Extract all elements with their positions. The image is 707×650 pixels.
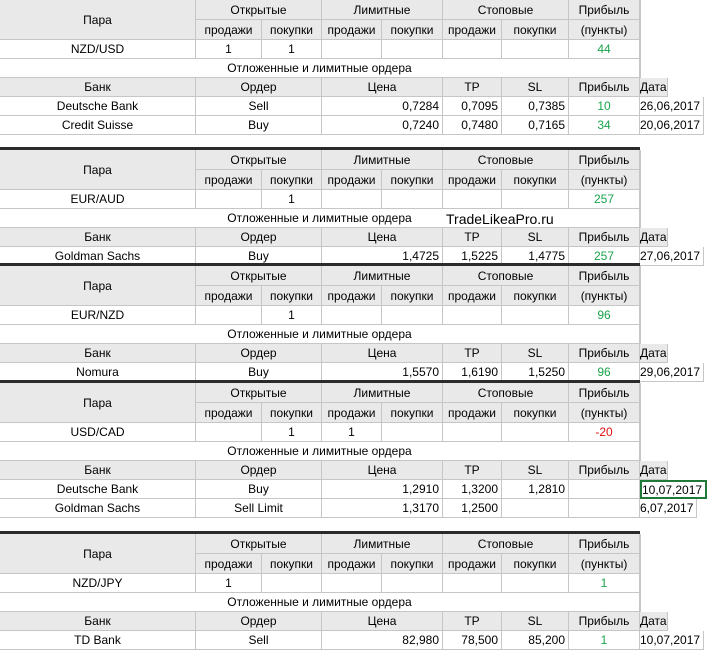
open-header[interactable]: Открытые xyxy=(196,150,322,170)
open-sells-value[interactable] xyxy=(196,306,262,325)
pair-header[interactable]: Пара xyxy=(0,266,196,306)
empty-cell[interactable] xyxy=(640,209,641,228)
order-bank[interactable]: Deutsche Bank xyxy=(0,97,196,116)
empty-cell[interactable] xyxy=(640,325,641,344)
stop-header[interactable]: Стоповые xyxy=(443,266,569,286)
profit-value[interactable]: 1 xyxy=(569,574,640,593)
open-buys-header[interactable]: покупки xyxy=(262,20,322,40)
stop-buys-value[interactable] xyxy=(502,190,569,209)
bank-header[interactable]: Банк xyxy=(0,78,196,97)
empty-cell[interactable] xyxy=(640,40,641,59)
order-date[interactable]: 10,07,2017 xyxy=(640,480,707,499)
order-tp[interactable]: 1,5225 xyxy=(443,247,502,266)
open-buys-value[interactable]: 1 xyxy=(262,423,322,442)
order-bank[interactable]: Goldman Sachs xyxy=(0,499,196,518)
profit-value[interactable]: 96 xyxy=(569,306,640,325)
open-sells-value[interactable]: 1 xyxy=(196,574,262,593)
order-price[interactable]: 82,980 xyxy=(322,631,443,650)
limit-buys-header[interactable]: покупки xyxy=(382,170,443,190)
date-header[interactable]: Дата xyxy=(640,344,668,363)
order-header[interactable]: Ордер xyxy=(196,228,322,247)
stop-sells-value[interactable] xyxy=(443,574,502,593)
pending-orders-title[interactable]: Отложенные и лимитные ордера xyxy=(0,325,640,344)
stop-buys-header[interactable]: покупки xyxy=(502,170,569,190)
price-header[interactable]: Цена xyxy=(322,612,443,631)
stop-sells-value[interactable] xyxy=(443,40,502,59)
stop-sells-header[interactable]: продажи xyxy=(443,286,502,306)
order-price[interactable]: 1,2910 xyxy=(322,480,443,499)
orders-profit-header[interactable]: Прибыль xyxy=(569,344,640,363)
limit-header[interactable]: Лимитные xyxy=(322,534,443,554)
order-profit[interactable]: 34 xyxy=(569,116,640,135)
order-date[interactable]: 20,06,2017 xyxy=(640,116,704,135)
points-header[interactable]: (пункты) xyxy=(569,20,640,40)
pending-orders-title[interactable]: Отложенные и лимитные ордера xyxy=(0,209,640,228)
order-sl[interactable]: 1,5250 xyxy=(502,363,569,382)
open-sells-header[interactable]: продажи xyxy=(196,170,262,190)
profit-header[interactable]: Прибыль xyxy=(569,383,640,403)
order-bank[interactable]: Nomura xyxy=(0,363,196,382)
order-type[interactable]: Buy xyxy=(196,480,322,499)
order-tp[interactable]: 0,7095 xyxy=(443,97,502,116)
pair-header[interactable]: Пара xyxy=(0,150,196,190)
limit-sells-value[interactable] xyxy=(322,190,382,209)
limit-sells-value[interactable] xyxy=(322,40,382,59)
empty-cell[interactable] xyxy=(640,423,641,442)
limit-buys-value[interactable] xyxy=(382,40,443,59)
pair-name[interactable]: NZD/USD xyxy=(0,40,196,59)
stop-buys-value[interactable] xyxy=(502,306,569,325)
sl-header[interactable]: SL xyxy=(502,612,569,631)
profit-header[interactable]: Прибыль xyxy=(569,150,640,170)
limit-sells-value[interactable] xyxy=(322,574,382,593)
limit-buys-value[interactable] xyxy=(382,190,443,209)
points-header[interactable]: (пункты) xyxy=(569,554,640,574)
empty-cell[interactable] xyxy=(640,170,641,190)
order-tp[interactable]: 1,6190 xyxy=(443,363,502,382)
order-header[interactable]: Ордер xyxy=(196,344,322,363)
limit-buys-value[interactable] xyxy=(382,574,443,593)
order-bank[interactable]: Goldman Sachs xyxy=(0,247,196,266)
limit-sells-value[interactable] xyxy=(322,306,382,325)
order-header[interactable]: Ордер xyxy=(196,78,322,97)
order-tp[interactable]: 78,500 xyxy=(443,631,502,650)
limit-sells-header[interactable]: продажи xyxy=(322,286,382,306)
price-header[interactable]: Цена xyxy=(322,344,443,363)
tp-header[interactable]: TP xyxy=(443,344,502,363)
stop-buys-header[interactable]: покупки xyxy=(502,403,569,423)
stop-header[interactable]: Стоповые xyxy=(443,150,569,170)
profit-header[interactable]: Прибыль xyxy=(569,266,640,286)
order-sl[interactable]: 85,200 xyxy=(502,631,569,650)
order-type[interactable]: Sell Limit xyxy=(196,499,322,518)
limit-buys-header[interactable]: покупки xyxy=(382,554,443,574)
order-date[interactable]: 10,07,2017 xyxy=(640,631,704,650)
empty-cell[interactable] xyxy=(640,593,641,612)
open-header[interactable]: Открытые xyxy=(196,383,322,403)
order-price[interactable]: 0,7240 xyxy=(322,116,443,135)
tp-header[interactable]: TP xyxy=(443,228,502,247)
stop-header[interactable]: Стоповые xyxy=(443,534,569,554)
profit-value[interactable]: -20 xyxy=(569,423,640,442)
bank-header[interactable]: Банк xyxy=(0,461,196,480)
limit-sells-header[interactable]: продажи xyxy=(322,554,382,574)
open-sells-value[interactable] xyxy=(196,423,262,442)
order-type[interactable]: Buy xyxy=(196,247,322,266)
order-date[interactable]: 29,06,2017 xyxy=(640,363,704,382)
price-header[interactable]: Цена xyxy=(322,461,443,480)
order-price[interactable]: 0,7284 xyxy=(322,97,443,116)
open-buys-header[interactable]: покупки xyxy=(262,170,322,190)
limit-header[interactable]: Лимитные xyxy=(322,383,443,403)
site-watermark: TradeLikeaPro.ru xyxy=(446,211,554,227)
order-profit[interactable] xyxy=(569,480,640,499)
order-profit[interactable]: 257 xyxy=(569,247,640,266)
pending-orders-title[interactable]: Отложенные и лимитные ордера xyxy=(0,593,640,612)
stop-sells-header[interactable]: продажи xyxy=(443,403,502,423)
stop-buys-header[interactable]: покупки xyxy=(502,286,569,306)
bank-header[interactable]: Банк xyxy=(0,612,196,631)
open-sells-value[interactable]: 1 xyxy=(196,40,262,59)
order-date[interactable]: 6,07,2017 xyxy=(640,499,697,518)
order-profit[interactable]: 96 xyxy=(569,363,640,382)
open-header[interactable]: Открытые xyxy=(196,534,322,554)
order-price[interactable]: 1,5570 xyxy=(322,363,443,382)
profit-header[interactable]: Прибыль xyxy=(569,534,640,554)
empty-cell[interactable] xyxy=(640,20,641,40)
order-date[interactable]: 27,06,2017 xyxy=(640,247,704,266)
price-header[interactable]: Цена xyxy=(322,78,443,97)
points-header[interactable]: (пункты) xyxy=(569,170,640,190)
orders-profit-header[interactable]: Прибыль xyxy=(569,228,640,247)
order-bank[interactable]: TD Bank xyxy=(0,631,196,650)
limit-sells-header[interactable]: продажи xyxy=(322,20,382,40)
order-price[interactable]: 1,3170 xyxy=(322,499,443,518)
open-sells-header[interactable]: продажи xyxy=(196,286,262,306)
pair-name[interactable]: EUR/AUD xyxy=(0,190,196,209)
empty-cell[interactable] xyxy=(640,442,641,461)
empty-cell[interactable] xyxy=(640,403,641,423)
tp-header[interactable]: TP xyxy=(443,78,502,97)
order-tp[interactable]: 1,3200 xyxy=(443,480,502,499)
limit-header[interactable]: Лимитные xyxy=(322,266,443,286)
open-buys-value[interactable]: 1 xyxy=(262,40,322,59)
stop-buys-value[interactable] xyxy=(502,423,569,442)
stop-sells-value[interactable] xyxy=(443,306,502,325)
order-tp[interactable]: 1,2500 xyxy=(443,499,502,518)
sl-header[interactable]: SL xyxy=(502,228,569,247)
orders-profit-header[interactable]: Прибыль xyxy=(569,461,640,480)
limit-buys-header[interactable]: покупки xyxy=(382,403,443,423)
date-header[interactable]: Дата xyxy=(640,461,668,480)
order-price[interactable]: 1,4725 xyxy=(322,247,443,266)
order-type[interactable]: Buy xyxy=(196,363,322,382)
sl-header[interactable]: SL xyxy=(502,78,569,97)
order-sl[interactable]: 1,2810 xyxy=(502,480,569,499)
open-buys-header[interactable]: покупки xyxy=(262,403,322,423)
date-header[interactable]: Дата xyxy=(640,228,668,247)
open-buys-header[interactable]: покупки xyxy=(262,554,322,574)
order-profit[interactable]: 1 xyxy=(569,631,640,650)
open-header[interactable]: Открытые xyxy=(196,0,322,20)
points-header[interactable]: (пункты) xyxy=(569,403,640,423)
open-buys-header[interactable]: покупки xyxy=(262,286,322,306)
limit-sells-value[interactable]: 1 xyxy=(322,423,382,442)
open-buys-value[interactable]: 1 xyxy=(262,306,322,325)
stop-header[interactable]: Стоповые xyxy=(443,0,569,20)
pair-header[interactable]: Пара xyxy=(0,383,196,423)
pair-header[interactable]: Пара xyxy=(0,0,196,40)
pending-orders-title[interactable]: Отложенные и лимитные ордера xyxy=(0,442,640,461)
pair-name[interactable]: NZD/JPY xyxy=(0,574,196,593)
tp-header[interactable]: TP xyxy=(443,612,502,631)
empty-cell[interactable] xyxy=(640,554,641,574)
open-sells-header[interactable]: продажи xyxy=(196,403,262,423)
open-buys-value[interactable] xyxy=(262,574,322,593)
order-bank[interactable]: Credit Suisse xyxy=(0,116,196,135)
stop-sells-header[interactable]: продажи xyxy=(443,554,502,574)
order-type[interactable]: Sell xyxy=(196,97,322,116)
bank-header[interactable]: Банк xyxy=(0,344,196,363)
date-header[interactable]: Дата xyxy=(640,612,668,631)
pending-orders-title[interactable]: Отложенные и лимитные ордера xyxy=(0,59,640,78)
open-header[interactable]: Открытые xyxy=(196,266,322,286)
points-header[interactable]: (пункты) xyxy=(569,286,640,306)
order-profit[interactable]: 10 xyxy=(569,97,640,116)
order-header[interactable]: Ордер xyxy=(196,612,322,631)
limit-header[interactable]: Лимитные xyxy=(322,0,443,20)
sl-header[interactable]: SL xyxy=(502,461,569,480)
empty-cell[interactable] xyxy=(640,59,641,78)
limit-sells-header[interactable]: продажи xyxy=(322,170,382,190)
empty-cell[interactable] xyxy=(640,266,641,286)
profit-header[interactable]: Прибыль xyxy=(569,0,640,20)
stop-sells-header[interactable]: продажи xyxy=(443,20,502,40)
order-sl[interactable]: 0,7165 xyxy=(502,116,569,135)
order-bank[interactable]: Deutsche Bank xyxy=(0,480,196,499)
orders-profit-header[interactable]: Прибыль xyxy=(569,78,640,97)
limit-buys-header[interactable]: покупки xyxy=(382,20,443,40)
tp-header[interactable]: TP xyxy=(443,461,502,480)
stop-header[interactable]: Стоповые xyxy=(443,383,569,403)
sl-header[interactable]: SL xyxy=(502,344,569,363)
empty-cell[interactable] xyxy=(640,0,641,20)
order-tp[interactable]: 0,7480 xyxy=(443,116,502,135)
limit-sells-header[interactable]: продажи xyxy=(322,403,382,423)
empty-cell[interactable] xyxy=(640,150,641,170)
order-sl[interactable]: 0,7385 xyxy=(502,97,569,116)
price-header[interactable]: Цена xyxy=(322,228,443,247)
limit-header[interactable]: Лимитные xyxy=(322,150,443,170)
empty-cell[interactable] xyxy=(640,383,641,403)
stop-buys-value[interactable] xyxy=(502,574,569,593)
order-date[interactable]: 26,06,2017 xyxy=(640,97,704,116)
orders-profit-header[interactable]: Прибыль xyxy=(569,612,640,631)
pair-name[interactable]: USD/CAD xyxy=(0,423,196,442)
profit-value[interactable]: 44 xyxy=(569,40,640,59)
limit-buys-header[interactable]: покупки xyxy=(382,286,443,306)
limit-buys-value[interactable] xyxy=(382,423,443,442)
bank-header[interactable]: Банк xyxy=(0,228,196,247)
order-sl[interactable] xyxy=(502,499,569,518)
pair-header[interactable]: Пара xyxy=(0,534,196,574)
stop-buys-header[interactable]: покупки xyxy=(502,20,569,40)
stop-sells-value[interactable] xyxy=(443,423,502,442)
empty-cell[interactable] xyxy=(640,306,641,325)
order-sl[interactable]: 1,4775 xyxy=(502,247,569,266)
empty-cell[interactable] xyxy=(640,190,641,209)
stop-buys-header[interactable]: покупки xyxy=(502,554,569,574)
empty-cell[interactable] xyxy=(640,286,641,306)
stop-sells-value[interactable] xyxy=(443,190,502,209)
stop-buys-value[interactable] xyxy=(502,40,569,59)
date-header[interactable]: Дата xyxy=(640,78,668,97)
open-sells-header[interactable]: продажи xyxy=(196,20,262,40)
limit-buys-value[interactable] xyxy=(382,306,443,325)
empty-cell[interactable] xyxy=(640,534,641,554)
order-header[interactable]: Ордер xyxy=(196,461,322,480)
stop-sells-header[interactable]: продажи xyxy=(443,170,502,190)
order-type[interactable]: Buy xyxy=(196,116,322,135)
pair-name[interactable]: EUR/NZD xyxy=(0,306,196,325)
profit-value[interactable]: 257 xyxy=(569,190,640,209)
open-sells-value[interactable] xyxy=(196,190,262,209)
order-profit[interactable] xyxy=(569,499,640,518)
open-buys-value[interactable]: 1 xyxy=(262,190,322,209)
open-sells-header[interactable]: продажи xyxy=(196,554,262,574)
order-type[interactable]: Sell xyxy=(196,631,322,650)
empty-cell[interactable] xyxy=(640,574,641,593)
